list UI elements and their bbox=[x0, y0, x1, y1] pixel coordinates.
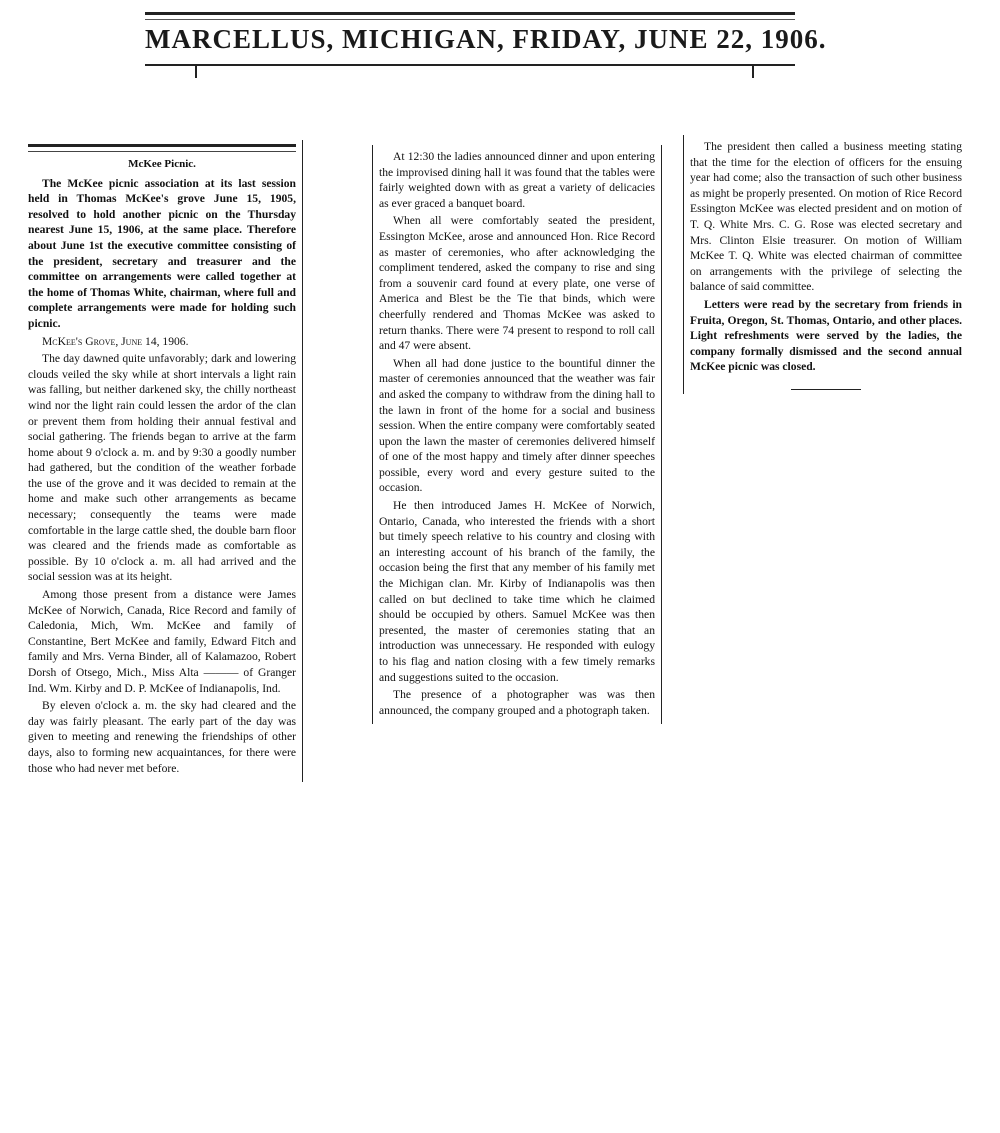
masthead-top-thin-rule bbox=[145, 19, 795, 20]
article-column-1 bbox=[22, 140, 303, 782]
masthead-title: MARCELLUS, MICHIGAN, FRIDAY, JUNE 22, 1906. bbox=[145, 24, 827, 54]
paragraph-business-meeting: The president then called a business meeting stating that the time for the election of officers for the ensuing year had come; also the transaction of such other business as might be properly presented. On motion of Rice Record Essington McKee was elected president and on motion of T. Q. White Mrs. C. G. Rose was elected secretary and Mrs. Clinton Elsie treasurer. On motion of William McKee T. Q. White was elected chairman of committee on arrangements with the privilege of selecting the balance of said committee. bbox=[690, 140, 962, 294]
column-top-rule bbox=[28, 144, 296, 147]
paragraph-intro: The McKee picnic association at its last session held in Thomas McKee's grove June 15, 1905, resolved to hold another picnic on the Thursday nearest June 15, 1906, at the same place. Therefore about June 1st the executive committee consisting of the president, secretary and treasurer and the committee on arrangements were called together at the home of Thomas White, chairman, where full and complete arrangements were made for holding such picnic. bbox=[28, 176, 296, 330]
column-top-thin-rule bbox=[28, 151, 296, 152]
masthead-top-rule bbox=[145, 12, 795, 15]
masthead bbox=[145, 10, 827, 72]
paragraph-speeches: He then introduced James H. McKee of Norwich, Ontario, Canada, who interested the friends with a short but timely speech relative to his country and closing with an interesting account of his branch of the family, the occasion being the first that any member of his family met the Michigan clan. Mr. Kirby of Indianapolis was then called on but declined to take time which he claimed should be occupied by others. Samuel McKee was then presented, the master of ceremonies stating that an introduction was unnecessary. He responded with eulogy to his flag and nation closing with a few timely remarks and suggestions suited to the occasion. bbox=[379, 499, 655, 684]
article-column-3 bbox=[683, 135, 968, 394]
paragraph-photograph: The presence of a photographer was was then announced, the company grouped and a photograph taken. bbox=[379, 688, 655, 717]
paragraph-dinner: At 12:30 the ladies announced dinner and upon entering the improvised dining hall it was found that the tables were fairly weighted down with as great a variety of delicacies as ever graced a banquet board. bbox=[379, 150, 655, 210]
masthead-bottom-rule bbox=[145, 64, 795, 66]
masthead-left-tick bbox=[195, 66, 197, 78]
dateline: McKee's Grove, June 14, 1906. bbox=[42, 334, 189, 348]
paragraph-seated: When all were comfortably seated the president, Essington McKee, arose and announced Hon. Rice Record as master of ceremonies, who after acknowledging the compliment tendered, asked the company to rise and sing from a souvenir card found at every plate, one verse of America and Blest be the Tie that binds, which were cheerfully rendered and Thomas McKee was asked to return thanks. There were 74 present to respond to roll call and 47 were absent. bbox=[379, 214, 655, 353]
paragraph-weather: The day dawned quite unfavorably; dark and lowering clouds veiled the sky while at short intervals a light rain was falling, but neither darkened sky, the chilly northeast wind nor the light rain could lessen the ardor of the clan or prevent them from holding their annual festival and social gathering. The friends began to arrive at the farm home about 9 o'clock a. m. and by 9:30 a goodly number had gathered, but the condition of the weather forbade the use of the grove and it was decided to remain at the home and make such other arrangements as became necessary; consequently the teams were made comfortable in the large cattle shed, the double barn floor was cleared and the friends made as comfortable as possible. By 10 o'clock a. m. all had arrived and the social session was at its height. bbox=[28, 352, 296, 584]
paragraph-letters: Letters were read by the secretary from friends in Fruita, Oregon, St. Thomas, Ontario, and other places. Light refreshments were served by the ladies, the company formally dismissed and the second annual McKee picnic was closed. bbox=[690, 297, 962, 374]
article-column-2 bbox=[372, 145, 662, 724]
paragraph-attendees: Among those present from a distance were James McKee of Norwich, Canada, Rice Record and family of Caledonia, Mich, Wm. McKee and family of Constantine, Bert McKee and family, Edward Fitch and family and Mrs. Verna Binder, all of Kalamazoo, Robert Dorsh of Otsego, Mich., Miss Alta ——— of Granger Ind. Wm. Kirby and D. P. McKee of Indianapolis, Ind. bbox=[28, 588, 296, 695]
masthead-right-tick bbox=[752, 66, 754, 78]
article-end-rule bbox=[791, 389, 861, 390]
article-headline: McKee Picnic. bbox=[128, 158, 196, 170]
paragraph-eleven-oclock: By eleven o'clock a. m. the sky had cleared and the day was fairly pleasant. The early part of the day was given to meeting and renewing the friendships of other days, also to forming new acquaintances, for there were those who had never met before. bbox=[28, 699, 296, 775]
paragraph-lawn: When all had done justice to the bountiful dinner the master of ceremonies announced that the weather was fair and asked the company to withdraw from the dining hall to the lawn in front of the home for a social and business session. When the entire company were comfortably seated upon the lawn the master of ceremonies delivered himself of one of the most happy and timely after dinner speeches possible, every word and every gesture suited to the occasion. bbox=[379, 356, 655, 495]
